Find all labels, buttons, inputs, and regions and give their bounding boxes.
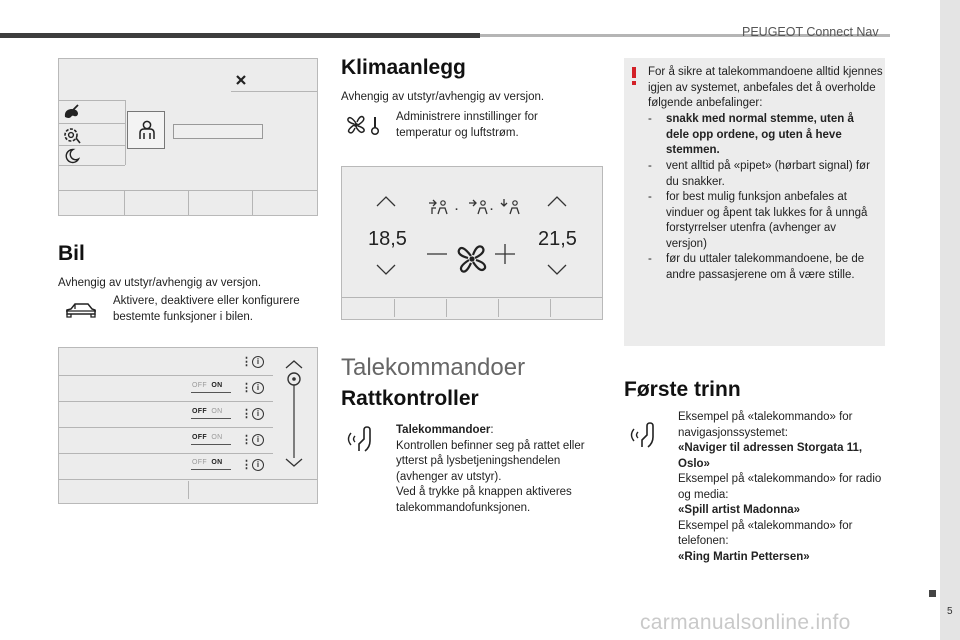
palette-icon[interactable] <box>63 104 81 120</box>
fan-increase-icon[interactable] <box>494 243 516 265</box>
moon-icon[interactable] <box>64 148 80 164</box>
note-item: - for best mulig funksjon anbefales at vinduer og åpent tak lukkes for å unngå forstyrrelser utenfra (avhenger av versjon) <box>648 191 868 250</box>
info-icon[interactable]: i <box>252 459 264 471</box>
info-icon[interactable]: i <box>252 434 264 446</box>
recommendation-box <box>624 58 885 346</box>
example-command: «Naviger til adressen Storgata 11, Oslo» <box>678 442 863 470</box>
more-icon[interactable]: ⋮ <box>241 356 252 368</box>
temp-left-value: 18,5 <box>368 228 407 250</box>
person-tile[interactable] <box>127 111 165 149</box>
text-field[interactable] <box>173 124 263 139</box>
toggle-switch[interactable]: OFF ON <box>192 382 223 389</box>
temp-left-down-icon[interactable] <box>375 263 397 277</box>
separator-dot: · <box>490 204 494 216</box>
car-functions-screen <box>58 347 318 504</box>
bil-description: Aktivere, deaktivere eller konfigurere bestemte funksjoner i bilen. <box>113 295 300 323</box>
klima-description: Administrere innstillinger for temperatur og luftstrøm. <box>396 111 538 139</box>
temp-right-value: 21,5 <box>538 228 577 250</box>
page-number: 5 <box>947 606 953 617</box>
close-icon[interactable] <box>235 74 247 86</box>
example-line: Eksempel på «talekommando» for navigasjonssystemet: <box>678 411 853 439</box>
bil-subtitle: Avhengig av utstyr/avhengig av versjon. <box>58 277 262 289</box>
separator-dot: · <box>455 204 459 216</box>
note-item: - før du uttaler talekommandoene, be de andre passasjerene om å være stille. <box>648 253 865 281</box>
tale-body: : Kontrollen befinner seg på rattet eller ytterst på lysbetjeningshendelen (avhenger av utstyr). Ved å trykke på knappen aktiveres talekommandofunksjonen. <box>396 424 585 514</box>
rattkontroller-heading: Rattkontroller <box>341 387 479 410</box>
example-line: Eksempel på «talekommando» for radio og media: <box>678 473 882 501</box>
watermark: carmanualsonline.info <box>640 611 851 634</box>
car-icon <box>64 298 98 322</box>
header-rule-dark <box>0 33 480 38</box>
page-edge-tab <box>940 0 960 640</box>
forste-examples <box>678 410 888 565</box>
klima-subtitle: Avhengig av utstyr/avhengig av versjon. <box>341 91 545 103</box>
forste-heading: Første trinn <box>624 378 741 401</box>
airflow-icon[interactable] <box>426 197 454 217</box>
person-icon <box>137 119 157 141</box>
klima-heading: Klimaanlegg <box>341 56 466 79</box>
note-item: - vent alltid på «pipet» (hørbart signal) før du snakker. <box>648 160 870 188</box>
more-icon[interactable]: ⋮ <box>241 408 252 420</box>
fan-decrease-icon[interactable] <box>426 252 448 256</box>
scrollbar[interactable] <box>283 358 305 470</box>
note-intro: For å sikre at talekommandoene alltid kjennes igjen av systemet, anbefales det å overholde følgende anbefalinger: <box>648 66 883 109</box>
tale-text <box>396 423 601 516</box>
warning-icon-dot <box>632 81 636 85</box>
running-header: PEUGEOT Connect Nav <box>742 25 879 39</box>
climate-screen <box>341 166 603 320</box>
fan-temperature-icon <box>345 113 383 137</box>
fan-icon[interactable] <box>456 243 488 275</box>
info-icon[interactable]: i <box>252 382 264 394</box>
toggle-switch[interactable]: OFF ON <box>192 459 223 466</box>
note-list <box>648 112 884 283</box>
temp-left-up-icon[interactable] <box>375 194 397 208</box>
example-command: «Ring Martin Pettersen» <box>678 550 810 563</box>
end-marker <box>929 590 936 597</box>
info-icon[interactable]: i <box>252 356 264 368</box>
toggle-switch[interactable]: OFF ON <box>192 408 223 415</box>
more-icon[interactable]: ⋮ <box>241 434 252 446</box>
more-icon[interactable]: ⋮ <box>241 459 252 471</box>
example-command: «Spill artist Madonna» <box>678 504 801 516</box>
car-settings-screen <box>58 58 318 216</box>
example-line: Eksempel på «talekommando» for telefonen: <box>678 519 853 547</box>
toggle-switch[interactable]: OFF ON <box>192 434 223 441</box>
voice-hand-icon <box>344 420 378 454</box>
tale-heading: Talekommandoer <box>341 354 526 381</box>
note-item: - snakk med normal stemme, uten å dele opp ordene, og uten å heve stemmen. <box>648 113 854 156</box>
more-icon[interactable]: ⋮ <box>241 382 252 394</box>
voice-hand-icon <box>627 416 661 450</box>
settings-icon[interactable] <box>63 126 81 144</box>
tale-label: Talekommandoer <box>396 424 491 436</box>
warning-icon <box>632 67 636 78</box>
info-icon[interactable]: i <box>252 408 264 420</box>
temp-right-down-icon[interactable] <box>546 263 568 277</box>
temp-right-up-icon[interactable] <box>546 194 568 208</box>
airflow-icon[interactable] <box>498 197 526 217</box>
bil-heading: Bil <box>58 242 85 265</box>
